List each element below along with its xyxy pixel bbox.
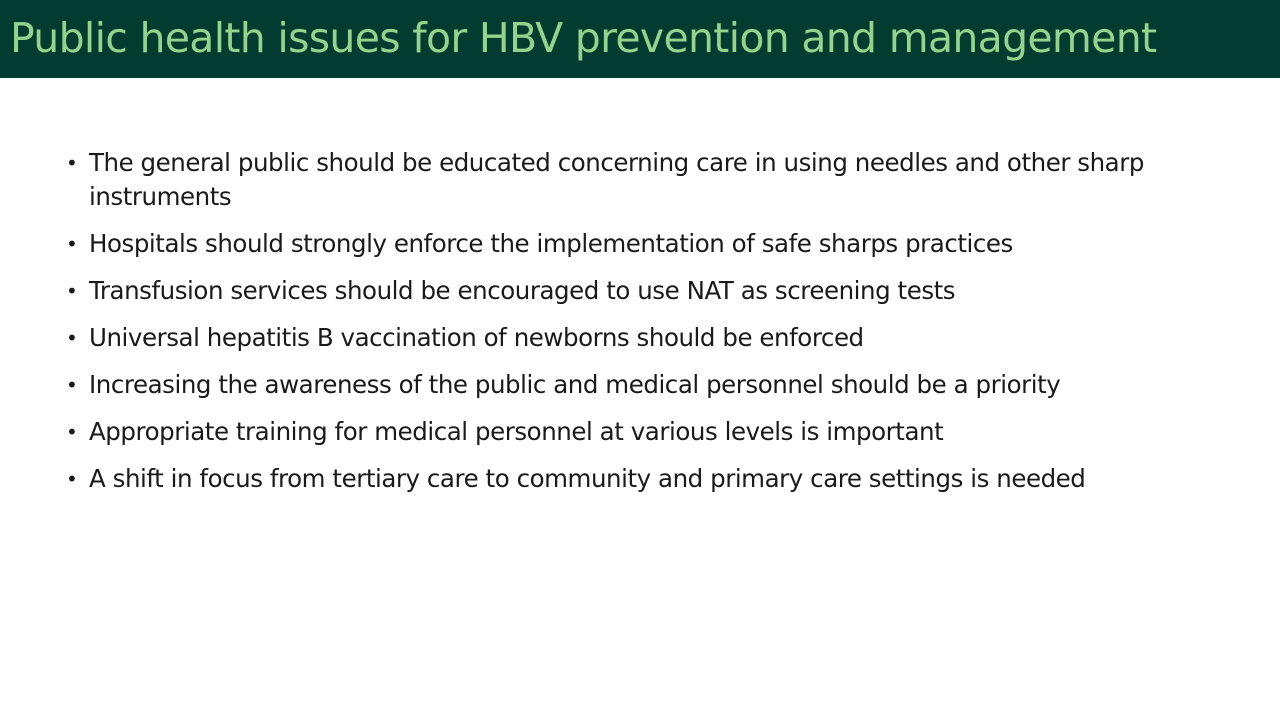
bullet-list [62, 146, 1212, 509]
bullet-icon: • [66, 326, 78, 350]
bullet-icon: • [66, 467, 78, 491]
title-bar [0, 0, 1280, 78]
bullet-icon: • [66, 420, 78, 444]
bullet-text: Appropriate training for medical personnel at various levels is important [89, 417, 944, 446]
bullet-icon: • [66, 151, 78, 175]
bullet-text: Increasing the awareness of the public and medical personnel should be a priority [89, 370, 1061, 399]
bullet-text: Universal hepatitis B vaccination of newborns should be enforced [89, 323, 864, 352]
bullet-item [62, 227, 1212, 261]
bullet-icon: • [66, 279, 78, 303]
bullet-item [62, 146, 1212, 214]
bullet-icon: • [66, 373, 78, 397]
bullet-item [62, 274, 1212, 308]
bullet-item [62, 415, 1212, 449]
bullet-text: Transfusion services should be encouraged to use NAT as screening tests [89, 276, 956, 305]
bullet-item [62, 368, 1212, 402]
bullet-text: Hospitals should strongly enforce the implementation of safe sharps practices [89, 229, 1013, 258]
bullet-item [62, 321, 1212, 355]
slide-title: Public health issues for HBV prevention and management [10, 13, 1157, 62]
bullet-text: A shift in focus from tertiary care to community and primary care settings is needed [89, 464, 1086, 493]
bullet-icon: • [66, 232, 78, 256]
bullet-text: The general public should be educated concerning care in using needles and other sharp instruments [89, 148, 1144, 211]
bullet-item [62, 462, 1212, 496]
